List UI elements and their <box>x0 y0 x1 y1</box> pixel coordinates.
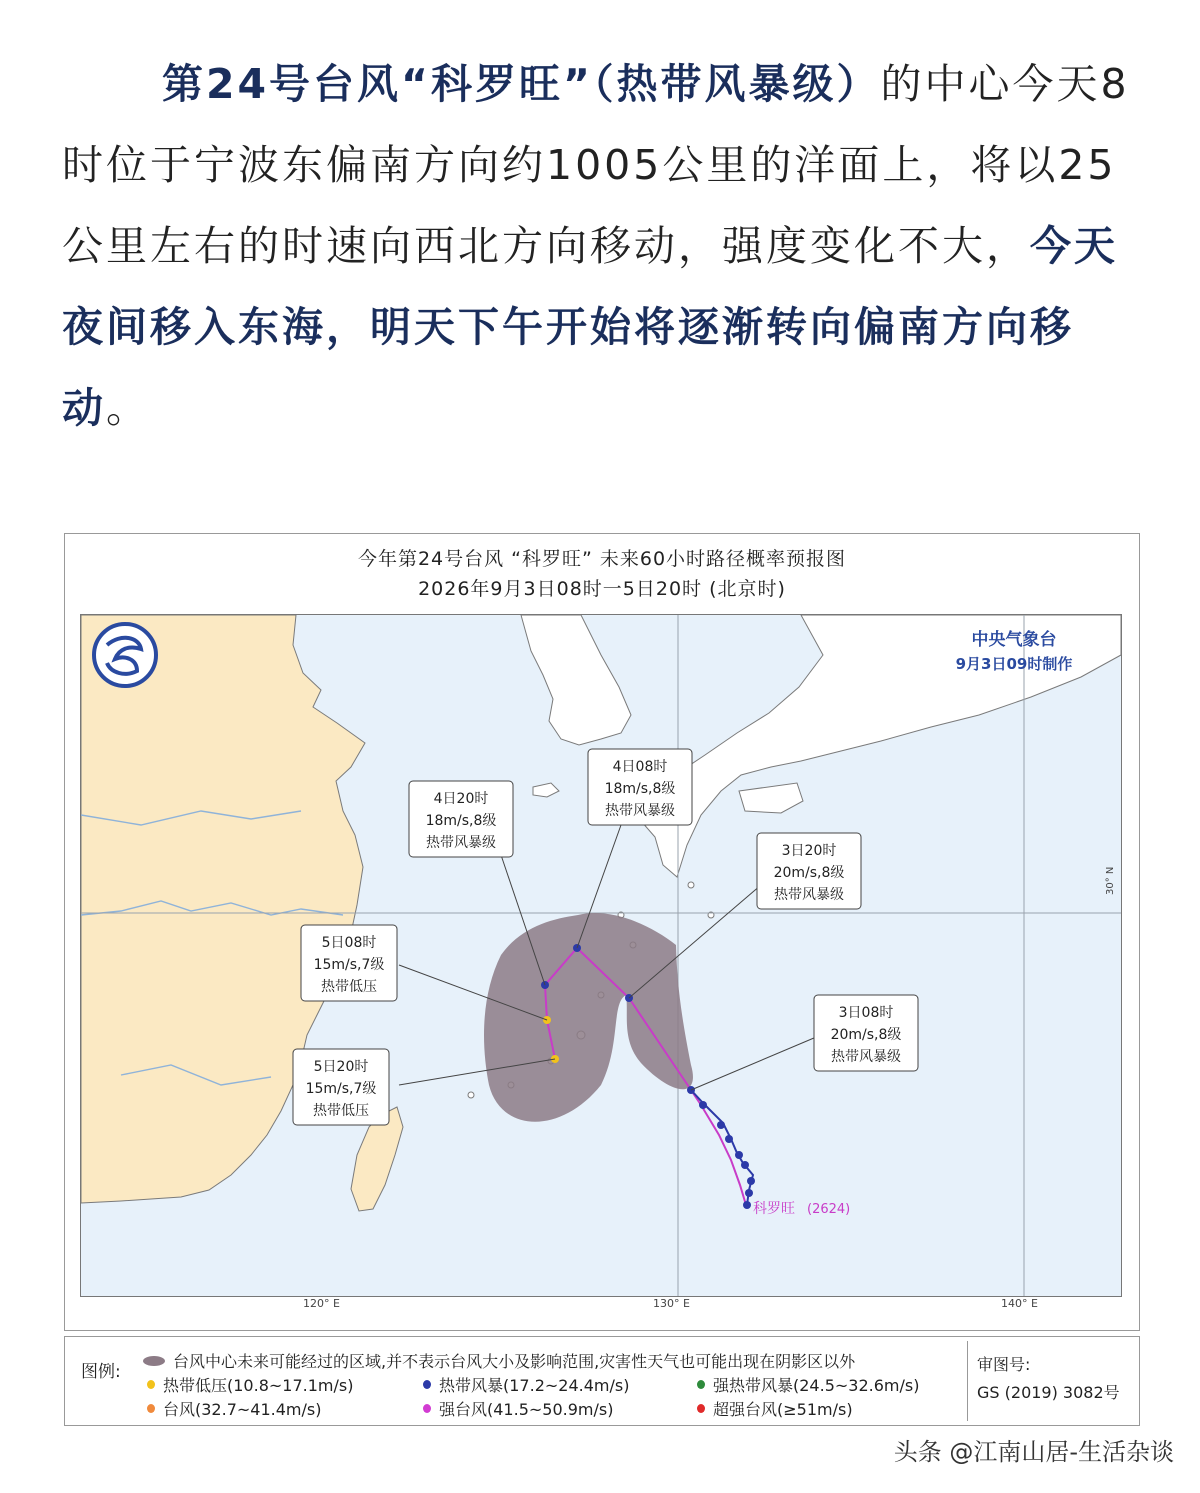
review-number-block <box>977 1351 1120 1407</box>
lon-label-140e: 140° E <box>1001 1297 1038 1310</box>
callout-4d20 <box>409 781 513 857</box>
legend-area-text: 台风中心未来可能经过的区域,并不表示台风大小及影响范围,灾害性天气也可能出现在阴影区以外 <box>173 1352 856 1371</box>
superty-dot-icon <box>697 1404 705 1413</box>
ty-dot-icon <box>147 1404 155 1413</box>
jeju-island <box>533 783 559 797</box>
legend-item-label: 台风(32.7~41.4m/s) <box>163 1400 322 1419</box>
issue-time: 9月3日09时制作 <box>955 655 1073 673</box>
legend-title: 图例: <box>81 1362 121 1382</box>
callout-4d08 <box>588 749 692 825</box>
figure-title: 今年第24号台风 “科罗旺” 未来60小时路径概率预报图 <box>357 548 847 570</box>
article-headline: 第24号台风“科罗旺”（热带风暴级） <box>162 60 881 108</box>
article-end: 。 <box>106 384 150 432</box>
legend-area <box>143 1349 855 1372</box>
callout-4d20-grade: 热带风暴级 <box>426 835 496 851</box>
callout-5d20 <box>293 1049 389 1125</box>
shikoku-island <box>739 783 803 813</box>
sty-dot-icon <box>423 1404 431 1413</box>
probability-cone <box>484 913 693 1122</box>
callout-5d08-grade: 热带低压 <box>321 979 377 995</box>
map-legend <box>64 1336 1140 1426</box>
td-dot-icon <box>147 1380 155 1389</box>
callout-5d08-time: 5日08时 <box>321 935 377 951</box>
ts-dot-icon <box>423 1380 431 1389</box>
lon-label-130e: 130° E <box>653 1297 690 1310</box>
callout-3d08-grade: 热带风暴级 <box>831 1049 901 1065</box>
legend-item-label: 超强台风(≥51m/s) <box>713 1400 853 1419</box>
legend-item-label: 强台风(41.5~50.9m/s) <box>439 1400 614 1419</box>
callout-3d08-wind: 20m/s,8级 <box>830 1027 902 1043</box>
review-number: GS (2019) 3082号 <box>977 1383 1120 1402</box>
korea-landmass <box>521 615 631 745</box>
legend-item-ts <box>423 1373 629 1396</box>
callout-5d20-wind: 15m/s,7级 <box>305 1081 377 1097</box>
callout-4d08-grade: 热带风暴级 <box>605 803 675 819</box>
legend-item-label: 热带风暴(17.2~24.4m/s) <box>439 1376 630 1395</box>
callout-3d20-wind: 20m/s,8级 <box>773 865 845 881</box>
watermark: 头条 @江南山居-生活杂谈 <box>893 1438 1174 1466</box>
legend-item-label: 热带低压(10.8~17.1m/s) <box>163 1376 354 1395</box>
figure-subtitle: 2026年9月3日08时一5日20时 (北京时) <box>418 578 786 600</box>
legend-item-td <box>147 1373 353 1396</box>
legend-divider <box>967 1341 968 1421</box>
callout-4d20-time: 4日20时 <box>433 791 489 807</box>
agency-name: 中央气象台 <box>971 630 1057 650</box>
legend-item-sty <box>423 1397 613 1420</box>
article-body: 的中心今天8时位于宁波东偏南方向约1005公里的洋面上，将以25公里左右的时速向西北方向移动，强度变化不大， <box>62 60 1130 270</box>
lat-label-30n: 30° N <box>1105 866 1116 895</box>
callout-3d20-grade: 热带风暴级 <box>774 887 844 903</box>
legend-item-sts <box>697 1373 919 1396</box>
callout-5d20-time: 5日20时 <box>313 1059 369 1075</box>
callout-5d20-grade: 热带低压 <box>313 1103 369 1119</box>
legend-item-ty <box>147 1397 321 1420</box>
article-highlight: 今天夜间移入东海，明天下午开始将逐渐转向偏南方向移动 <box>62 222 1118 432</box>
callout-5d08-wind: 15m/s,7级 <box>313 957 385 973</box>
review-label: 审图号: <box>977 1355 1031 1374</box>
callout-3d08 <box>814 995 918 1071</box>
legend-item-superty <box>697 1397 853 1420</box>
callout-4d08-wind: 18m/s,8级 <box>604 781 676 797</box>
cma-logo <box>94 624 156 686</box>
callout-3d08-time: 3日08时 <box>838 1005 894 1021</box>
callout-4d20-wind: 18m/s,8级 <box>425 813 497 829</box>
cone-swatch-icon <box>143 1356 165 1366</box>
article-paragraph <box>62 44 1142 449</box>
callout-4d08-time: 4日08时 <box>612 759 668 775</box>
legend-item-label: 强热带风暴(24.5~32.6m/s) <box>713 1376 920 1395</box>
callout-3d20 <box>757 833 861 909</box>
sts-dot-icon <box>697 1380 705 1389</box>
typhoon-name-label: 科罗旺 <box>753 1201 795 1217</box>
typhoon-track-map <box>80 614 1122 1297</box>
callout-5d08 <box>301 925 397 1001</box>
lon-label-120e: 120° E <box>303 1297 340 1310</box>
typhoon-code-label: (2624) <box>807 1202 851 1217</box>
callout-3d20-time: 3日20时 <box>781 843 837 859</box>
